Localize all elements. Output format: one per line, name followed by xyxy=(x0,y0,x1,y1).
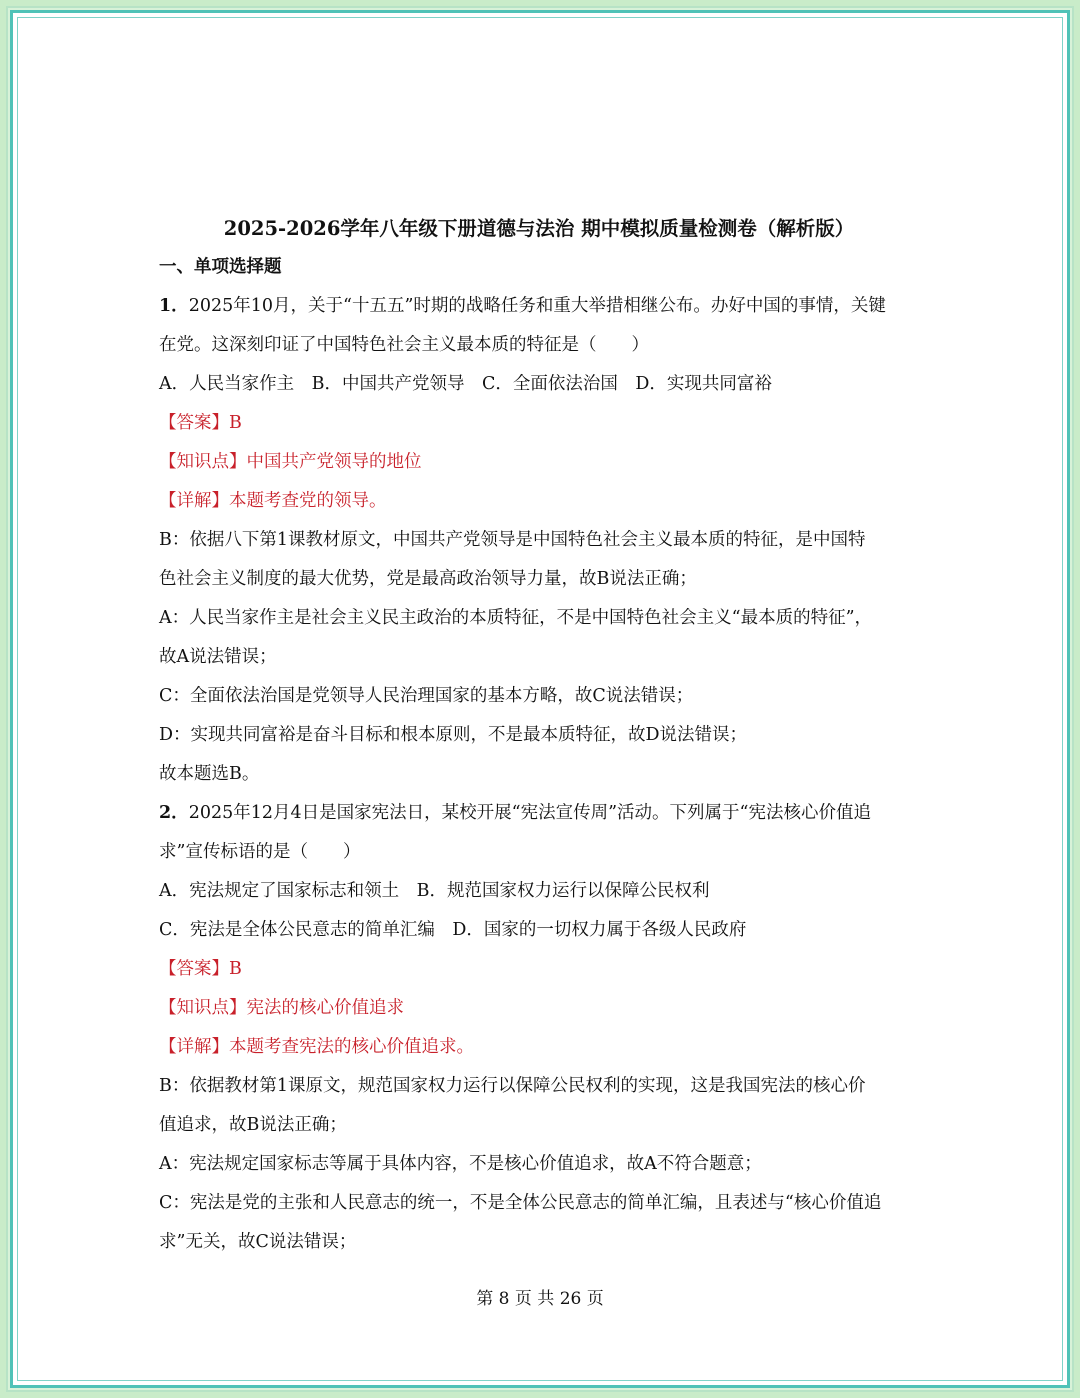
detail-heading: 【详解】本题考查党的领导。 xyxy=(159,491,387,511)
explanation-line: B：依据八下第1课教材原文，中国共产党领导是中国特色社会主义最本质的特征，是中国特 xyxy=(159,530,866,550)
explanation-line: 色社会主义制度的最大优势，党是最高政治领导力量，故B说法正确； xyxy=(159,569,697,589)
question-options: A．宪法规定了国家标志和领土 B．规范国家权力运行以保障公民权利 xyxy=(159,881,710,901)
detail-heading: 【详解】本题考查宪法的核心价值追求。 xyxy=(159,1037,474,1057)
question-options: C．宪法是全体公民意志的简单汇编 D．国家的一切权力属于各级人民政府 xyxy=(159,920,747,940)
question-text-cont: 在党。这深刻印证了中国特色社会主义最本质的特征是（ ） xyxy=(159,335,649,355)
section-heading: 一、单项选择题 xyxy=(159,257,282,277)
question-number: 2． xyxy=(159,803,189,823)
question-number: 1． xyxy=(159,296,189,316)
question-options: A．人民当家作主 B．中国共产党领导 C．全面依法治国 D．实现共同富裕 xyxy=(159,374,772,394)
answer-label: 【答案】B xyxy=(159,959,242,979)
page-title: 2025-2026学年八年级下册道德与法治 期中模拟质量检测卷（解析版） xyxy=(223,217,855,240)
knowledge-point: 【知识点】中国共产党领导的地位 xyxy=(159,452,422,472)
explanation-line: 故A说法错误； xyxy=(159,647,277,667)
answer-label: 【答案】B xyxy=(159,413,242,433)
explanation-line: D：实现共同富裕是奋斗目标和根本原则，不是最本质特征，故D说法错误； xyxy=(159,725,748,745)
explanation-line: A：宪法规定国家标志等属于具体内容，不是核心价值追求，故A不符合题意； xyxy=(159,1154,762,1174)
page-footer: 第 8 页 共 26 页 xyxy=(476,1289,604,1309)
question-stem xyxy=(159,287,924,326)
explanation-line: A：人民当家作主是社会主义民主政治的本质特征，不是中国特色社会主义“最本质的特征”， xyxy=(159,608,873,628)
question-2 xyxy=(159,794,924,1262)
question-text: 2025年10月，关于“十五五”时期的战略任务和重大举措相继公布。办好中国的事情，关键 xyxy=(188,296,886,316)
explanation-line: 求”无关，故C说法错误； xyxy=(159,1232,357,1252)
question-text-cont: 求”宣传标语的是（ ） xyxy=(159,842,361,862)
question-text: 2025年12月4日是国家宪法日，某校开展“宪法宣传周”活动。下列属于“宪法核心价值追 xyxy=(188,803,871,823)
document-body xyxy=(159,210,924,1262)
explanation-line: 值追求，故B说法正确； xyxy=(159,1115,347,1135)
knowledge-point: 【知识点】宪法的核心价值追求 xyxy=(159,998,404,1018)
question-stem xyxy=(159,794,924,833)
question-1 xyxy=(159,287,924,794)
explanation-line: C：全面依法治国是党领导人民治理国家的基本方略，故C说法错误； xyxy=(159,686,694,706)
explanation-line: C：宪法是党的主张和人民意志的统一，不是全体公民意志的简单汇编，且表述与“核心价值追 xyxy=(159,1193,882,1213)
explanation-line: B：依据教材第1课原文，规范国家权力运行以保障公民权利的实现，这是我国宪法的核心价 xyxy=(159,1076,866,1096)
explanation-line: 故本题选B。 xyxy=(159,764,260,784)
